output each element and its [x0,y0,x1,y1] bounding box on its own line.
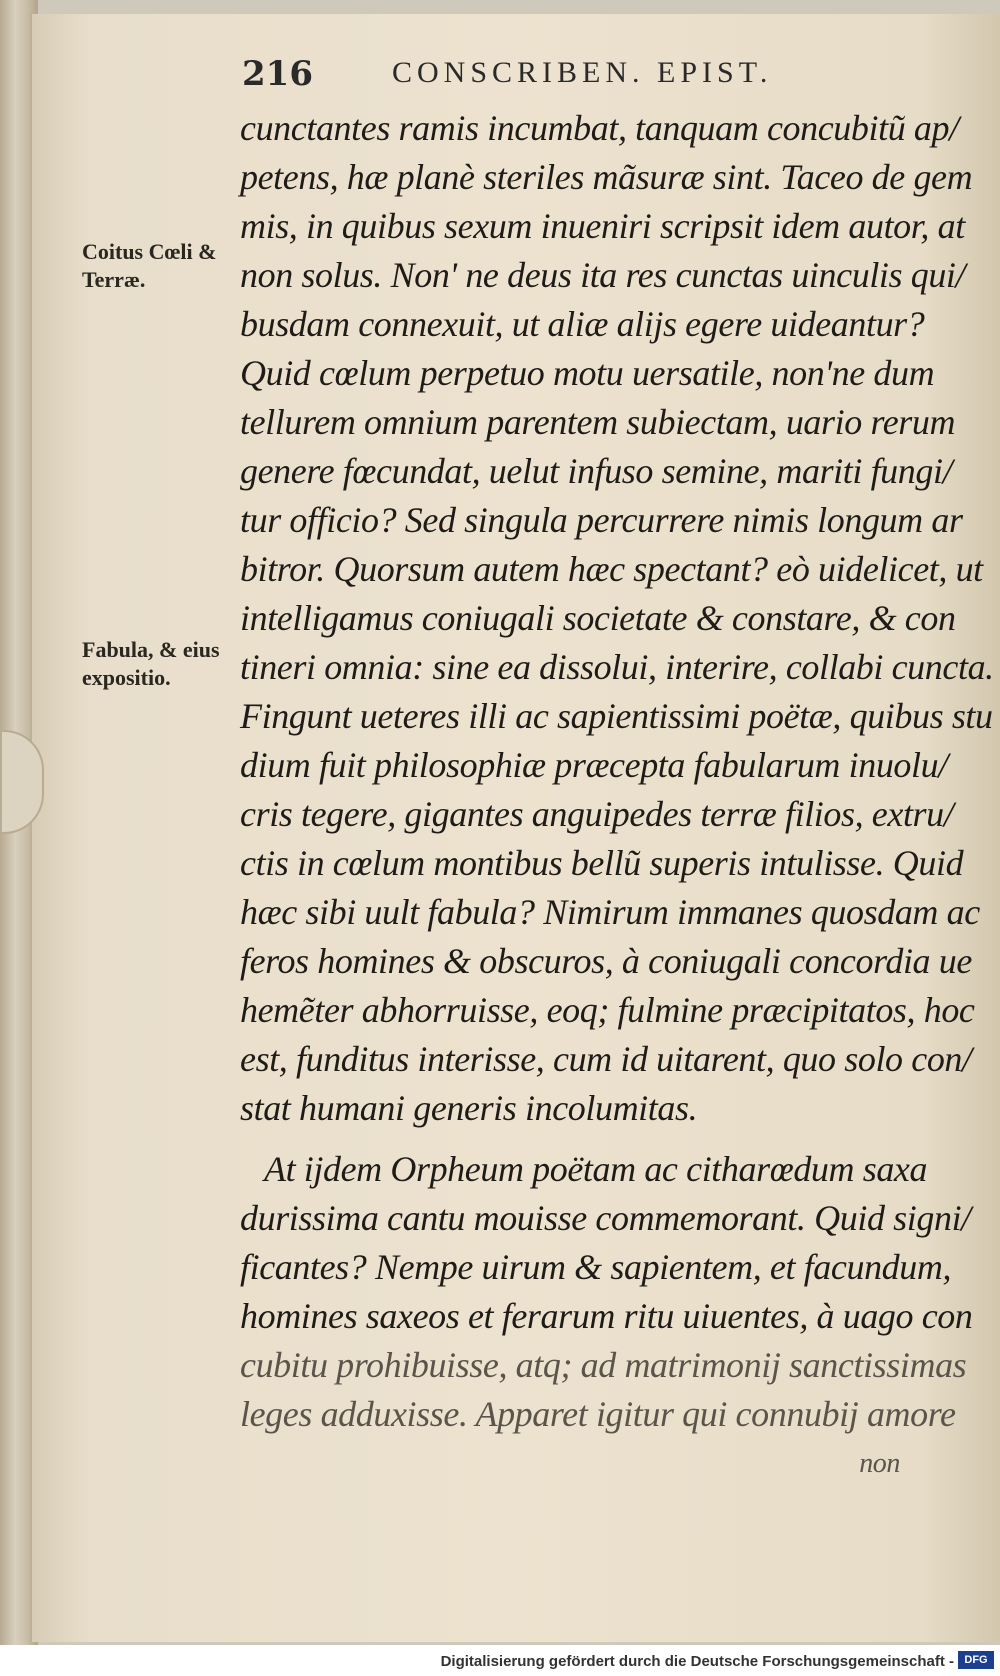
footer-text: Digitalisierung gefördert durch die Deutsche Forschungsgemeinschaft - [440,1653,954,1670]
marginal-note: Coitus Cœli & Terræ. [82,239,217,292]
text-line: stat humani generis incolumitas. [240,1088,698,1128]
text-line: bitror. Quorsum autem hæc spectant? eò uidelicet, ut [240,549,983,589]
text-line: leges adduxisse. Apparet igitur qui connubij amore [240,1394,956,1434]
text-line: mis, in quibus sexum inueniri scripsit idem autor, at [240,206,965,246]
text-line: non solus. Non' ne deus ita res cunctas uinculis qui/ [240,255,966,295]
catchword: non [859,1448,900,1479]
text-line: At ijdem Orpheum poëtam ac citharœdum saxa [264,1149,928,1189]
text-line: intelligamus coniugali societate & constare, & con [240,598,956,638]
page-header [242,54,962,98]
running-head: CONSCRIBEN. EPIST. [392,56,773,89]
text-line: homines saxeos et ferarum ritu uiuentes, à uago con [240,1296,973,1336]
text-line: genere fœcundat, uelut infuso semine, mariti fungi/ [240,451,953,491]
text-line: tellurem omnium parentem subiectam, uario rerum [240,402,956,442]
text-line: ficantes? Nempe uirum & sapientem, et facundum, [240,1247,952,1287]
text-line: busdam connexuit, ut aliæ alijs egere uideantur? [240,304,925,344]
text-line: petens, hæ planè steriles mãsuræ sint. Taceo de gem [240,157,973,197]
text-line: est, funditus interisse, cum id uitarent, quo solo con/ [240,1039,972,1079]
marginal-note: Fabula, & eius expositio. [82,637,220,690]
text-line: cunctantes ramis incumbat, tanquam concubitũ ap/ [240,108,959,148]
text-line: Fingunt ueteres illi ac sapientissimi poëtæ, quibus stu [240,696,993,736]
text-line: hæc sibi uult fabula? Nimirum immanes quosdam ac [240,892,980,932]
body-text [240,104,994,1488]
text-line: Quid cœlum perpetuo motu uersatile, non'ne dum [240,353,935,393]
text-line: cris tegere, gigantes anguipedes terræ filios, extru/ [240,794,954,834]
text-line: feros homines & obscuros, à coniugali concordia ue [240,941,972,981]
footer-bar [0,1645,1000,1676]
text-line: cubitu prohibuisse, atq; ad matrimonij sanctissimas [240,1345,967,1385]
text-line: hemẽter abhorruisse, eoq; fulmine præcipitatos, hoc [240,990,975,1030]
text-line: dium fuit philosophiæ præcepta fabularum inuolu/ [240,745,948,785]
text-line: tineri omnia: sine ea dissolui, interire, collabi cuncta. [240,647,994,687]
text-line: durissima cantu mouisse commemorant. Quid signi/ [240,1198,971,1238]
text-line: ctis in cœlum montibus bellũ superis intulisse. Quid [240,843,964,883]
text-line: tur officio? Sed singula percurrere nimis longum ar [240,500,963,540]
dfg-logo-icon: DFG [958,1651,994,1669]
page-number: 216 [242,54,313,94]
